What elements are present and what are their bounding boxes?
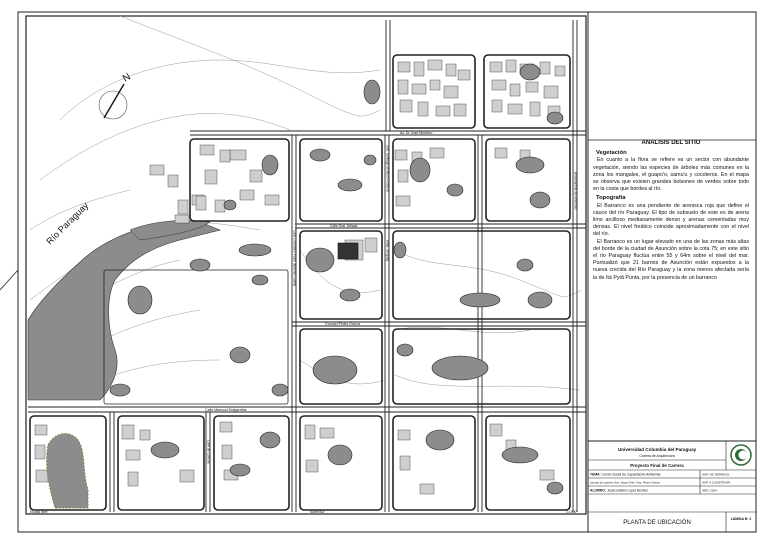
tutor-extra: SUP. A CONSTRUIR: xyxy=(702,480,731,485)
street-label-lower-vertical: Calle de Cancha xyxy=(206,440,211,464)
university-logo-icon xyxy=(731,445,751,465)
university-name: Universidad Columbia del Paraguay xyxy=(617,447,697,452)
analysis-title: ANALISIS DEL SITIO xyxy=(641,140,701,146)
student-label: ALUMNO: xyxy=(590,488,607,493)
street-label-center-vertical: Gob. Santiago Monteiro Frontera xyxy=(385,145,390,192)
faculty-name: Carrera de Arquitectura xyxy=(639,454,675,458)
lower-left-vegetation xyxy=(47,434,88,508)
street-label-bottom: Calle Mariscal Estigarribia xyxy=(205,407,247,412)
project-type: Proyecto Final de Carrera xyxy=(630,463,684,468)
bottom-right-note: 1:1000 xyxy=(566,510,577,514)
theme-value: Centro Social De Capacitación Ambiental xyxy=(602,472,661,477)
street-label-artigas: Calle Gral. Artigas xyxy=(330,224,358,228)
topography-paragraph-2: El Barranco es un lugar elevado en una de las zonas más altas del borde de la ciudad de Asunción sobre la cota 75; en este sitio el río Paraguay fluctúa entre 55 y 64m sobre el nivel del mar. Puntualizó que 21 barrios de Asunción están expuestos a la nueva crecida del Río Paraguay y la zona menos afectada sería la de Itá Pytã Punta, por la presencia de un barranco xyxy=(593,238,749,281)
tutor-line: tutoras de carrera: Arq. Jorge Ortiz / Arq. Pedro Garcia xyxy=(590,480,660,485)
riverbank-vegetation xyxy=(28,222,220,400)
student-name: Jessica Belén López Benítez xyxy=(607,488,648,493)
site-analysis-text xyxy=(593,140,749,440)
coastal-buildings xyxy=(150,150,279,223)
vegetation-paragraph: En cuanto a la flora se refiere es un sector con abundante vegetación, siendo las especies de árboles más comunes en la zona los mangales, el guapo'o, samu'u y cocoteros. En el mapa se observa que existen grandes bolsones de verdes sobre todo en la costa que bordea al río. xyxy=(593,157,749,193)
topography-heading: Topografía xyxy=(596,195,626,202)
street-label-left-vertical: Calle Comodoro Pablo Ildefonso Cabral xyxy=(292,230,297,287)
topography-paragraph-1: El Barranco es una pendiente de arenisca roja que define el cauce del río Paraguay. El tipo de subsuelo de este es de arena limo arcilloso medianamente denso y arenas cementadas muy densas. El nivel freático coincide aproximadamente con el nivel del río. xyxy=(593,202,749,238)
street-label-short-vertical: Avda. Uruguay xyxy=(385,240,390,262)
north-arrow-icon xyxy=(99,71,133,119)
project-site-building xyxy=(338,243,358,259)
street-label-right-vertical: Boulevard de las Américas xyxy=(573,172,578,210)
river-label: Río Paraguay xyxy=(44,200,91,247)
vegetation-heading: Vegetación xyxy=(596,150,627,157)
year-label: AÑO: 2024 xyxy=(702,488,717,493)
street-label-top: Av. Dr José Montero xyxy=(400,130,433,135)
theme-label: TEMA: xyxy=(590,472,601,477)
sheet-title: PLANTA DE UBICACIÓN xyxy=(623,520,691,526)
sheet-number: LÁMINA Nº 2 xyxy=(730,517,752,521)
street-label-coronel: Coronel Pedro García xyxy=(325,322,360,326)
bottom-center-note: Norte/Sur xyxy=(310,510,325,514)
bottom-left-note: Escala libre xyxy=(30,510,48,514)
svg-text:N: N xyxy=(121,71,133,85)
theme-extra: SUP. DE TERRENO: xyxy=(702,472,730,477)
